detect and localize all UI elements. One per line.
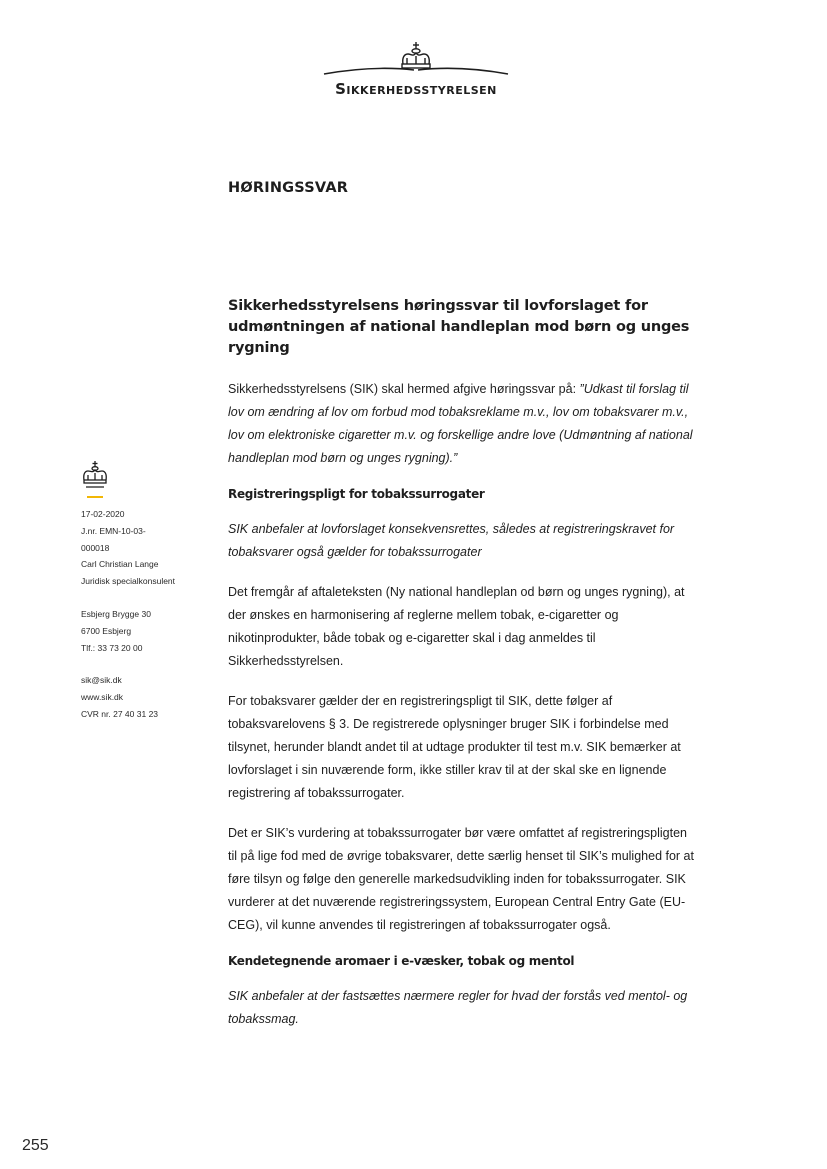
website: www.sik.dk bbox=[81, 692, 124, 703]
paragraph: Det fremgår af aftaleteksten (Ny national handleplan od børn og unges rygning), at der ønskes en harmonisering af reglerne mellem tobak, e-cigaretter og nikotinprodukter, både tobak og e-cigaretter skal i dag anmeldes til Sikkerhedsstyrelsen. bbox=[228, 585, 685, 668]
date: 17-02-2020 bbox=[81, 509, 125, 519]
address-street: Esbjerg Brygge 30 bbox=[81, 608, 151, 619]
sidebar-info bbox=[81, 460, 201, 723]
recommendation: SIK anbefaler at der fastsættes nærmere regler for hvad der forstås ved mentol- og tobakssmag. bbox=[228, 989, 688, 1026]
intro-paragraph bbox=[228, 378, 694, 470]
address-city: 6700 Esbjerg bbox=[81, 625, 132, 636]
document-type: HØRINGSSVAR bbox=[228, 180, 349, 196]
phone: Tlf.: 33 73 20 00 bbox=[81, 642, 143, 653]
crown-icon bbox=[81, 460, 109, 490]
contact-name: Carl Christian Lange bbox=[81, 559, 159, 570]
page-number: 255 bbox=[22, 1137, 49, 1154]
header-logo bbox=[318, 40, 514, 98]
recommendation: SIK anbefaler at lovforslaget konsekvensrettes, således at registreringskravet for tobaksvarer også gælder for tobakssurrogater bbox=[228, 522, 675, 559]
org-name: Sikkerhedsstyrelsen bbox=[335, 80, 497, 98]
journal-number: J.nr. EMN-10-03- bbox=[81, 525, 146, 536]
email: sik@sik.dk bbox=[81, 675, 122, 686]
accent-bar bbox=[87, 496, 103, 498]
crown-icon bbox=[318, 40, 514, 78]
section-heading: Kendetegnende aromaer i e-væsker, tobak og mentol bbox=[228, 954, 575, 968]
section-heading: Registreringspligt for tobakssurrogater bbox=[228, 487, 485, 501]
paragraph: Det er SIK’s vurdering at tobakssurrogater bør være omfattet af registreringspligten til på lige fod med de øvrige tobaksvarer, dette særlig henset til SIK’s mulighed for at føre tilsyn og følge den generelle markedsudvikling inden for tobakssurrogater. SIK vurderer at det nuværende registreringssystem, European Central Entry Gate (EU-CEG), vil kunne anvendes til registreringen af tobakssurrogater også. bbox=[228, 826, 694, 932]
intro-quote: ”Udkast til forslag til lov om ændring af lov om forbud mod tobaksreklame m.v., lov om tobaksvarer m.v., lov om elektroniske cigaretter m.v. og forskellige andre love (Udmøntning af national handleplan mod børn og unges rygning).” bbox=[228, 382, 693, 465]
contact-role: Juridisk specialkonsulent bbox=[81, 576, 176, 587]
document-title: Sikkerhedsstyrelsens høringssvar til lovforslaget for udmøntningen af national handleplan mod børn og unges rygning bbox=[228, 298, 690, 356]
paragraph: For tobaksvarer gælder der en registreringspligt til SIK, dette følger af tobaksvarelovens § 3. De registrerede oplysninger bruger SIK i forbindelse med tilsynet, herunder blandt andet til at udtage produkter til test m.v. SIK bemærker at lovforslaget i sin nuværende form, ikke stiller krav til at der skal ske en lignende registrering af tobakssurrogater. bbox=[228, 694, 681, 800]
document-body bbox=[228, 296, 694, 1048]
intro-text: Sikkerhedsstyrelsens (SIK) skal hermed afgive høringssvar på: bbox=[228, 382, 580, 396]
cvr-number: CVR nr. 27 40 31 23 bbox=[81, 708, 159, 719]
journal-number-cont: 000018 bbox=[81, 542, 110, 553]
